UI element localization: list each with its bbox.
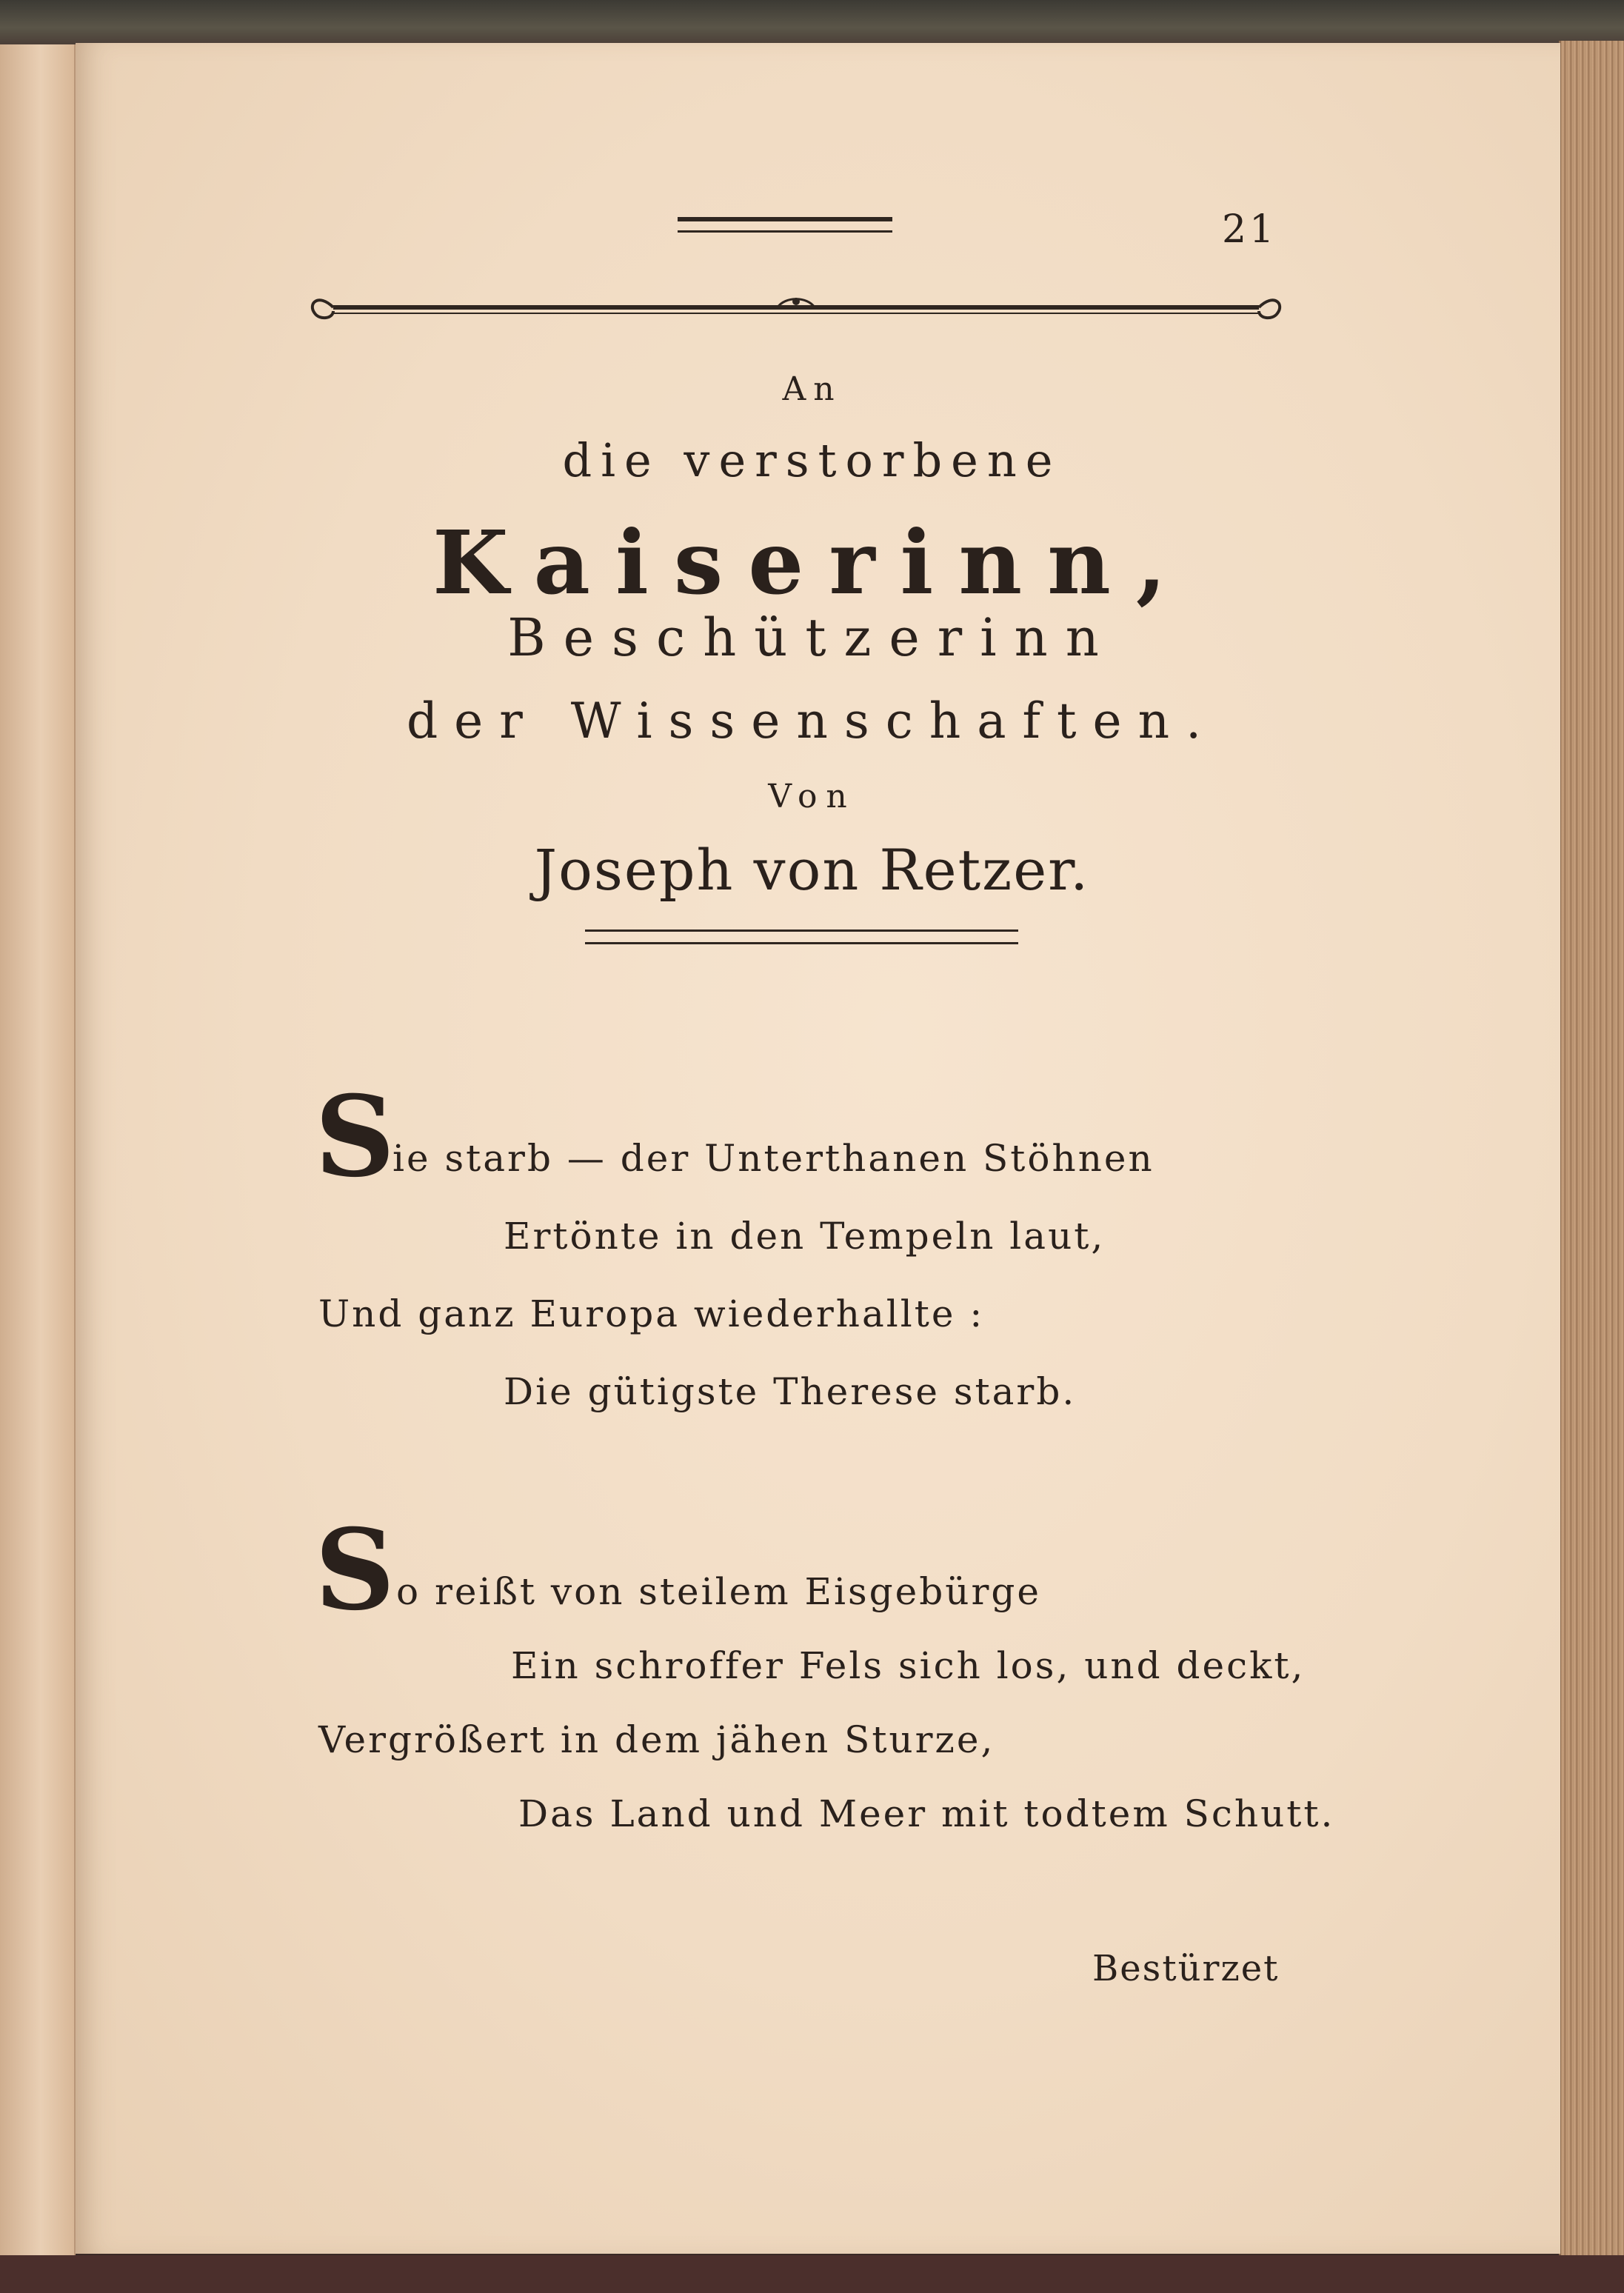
header-rule [678, 217, 892, 233]
verse-line: Die gütigste Therese starb. [504, 1370, 1077, 1413]
book-binding-bottom [0, 2255, 1624, 2293]
title-von: Von [768, 778, 856, 815]
verse-line: Ertönte in den Tempeln laut, [504, 1215, 1106, 1258]
author-name: Joseph von Retzer. [534, 837, 1090, 903]
verse-line: ie starb — der Unterthanen Stöhnen [392, 1137, 1154, 1180]
verse-line: Und ganz Europa wiederhallte : [318, 1292, 985, 1335]
verse-line: Das Land und Meer mit todtem Schutt. [518, 1792, 1335, 1835]
title-beschuetzerinn: Beschützerinn [507, 607, 1117, 668]
title-der-wissenschaften: der Wissenschaften. [406, 692, 1218, 750]
book-binding-top [0, 0, 1624, 46]
verse-line: Ein schroffer Fels sich los, und deckt, [511, 1644, 1306, 1687]
title-rule [585, 929, 1018, 944]
title-die-verstorbene: die verstorbene [562, 433, 1062, 487]
verse-line: Vergrößert in dem jähen Sturze, [318, 1718, 995, 1761]
dropcap: S [315, 1072, 395, 1202]
title-kaiserinn: Kaiserinn, [432, 511, 1192, 614]
catchword: Bestürzet [1092, 1948, 1280, 1989]
title-an: An [782, 370, 842, 408]
verse-line: o reißt von steilem Eisgebürge [396, 1570, 1041, 1613]
page-number: 21 [1222, 207, 1277, 252]
ornamental-rule [304, 285, 1289, 330]
dropcap: S [315, 1505, 395, 1635]
